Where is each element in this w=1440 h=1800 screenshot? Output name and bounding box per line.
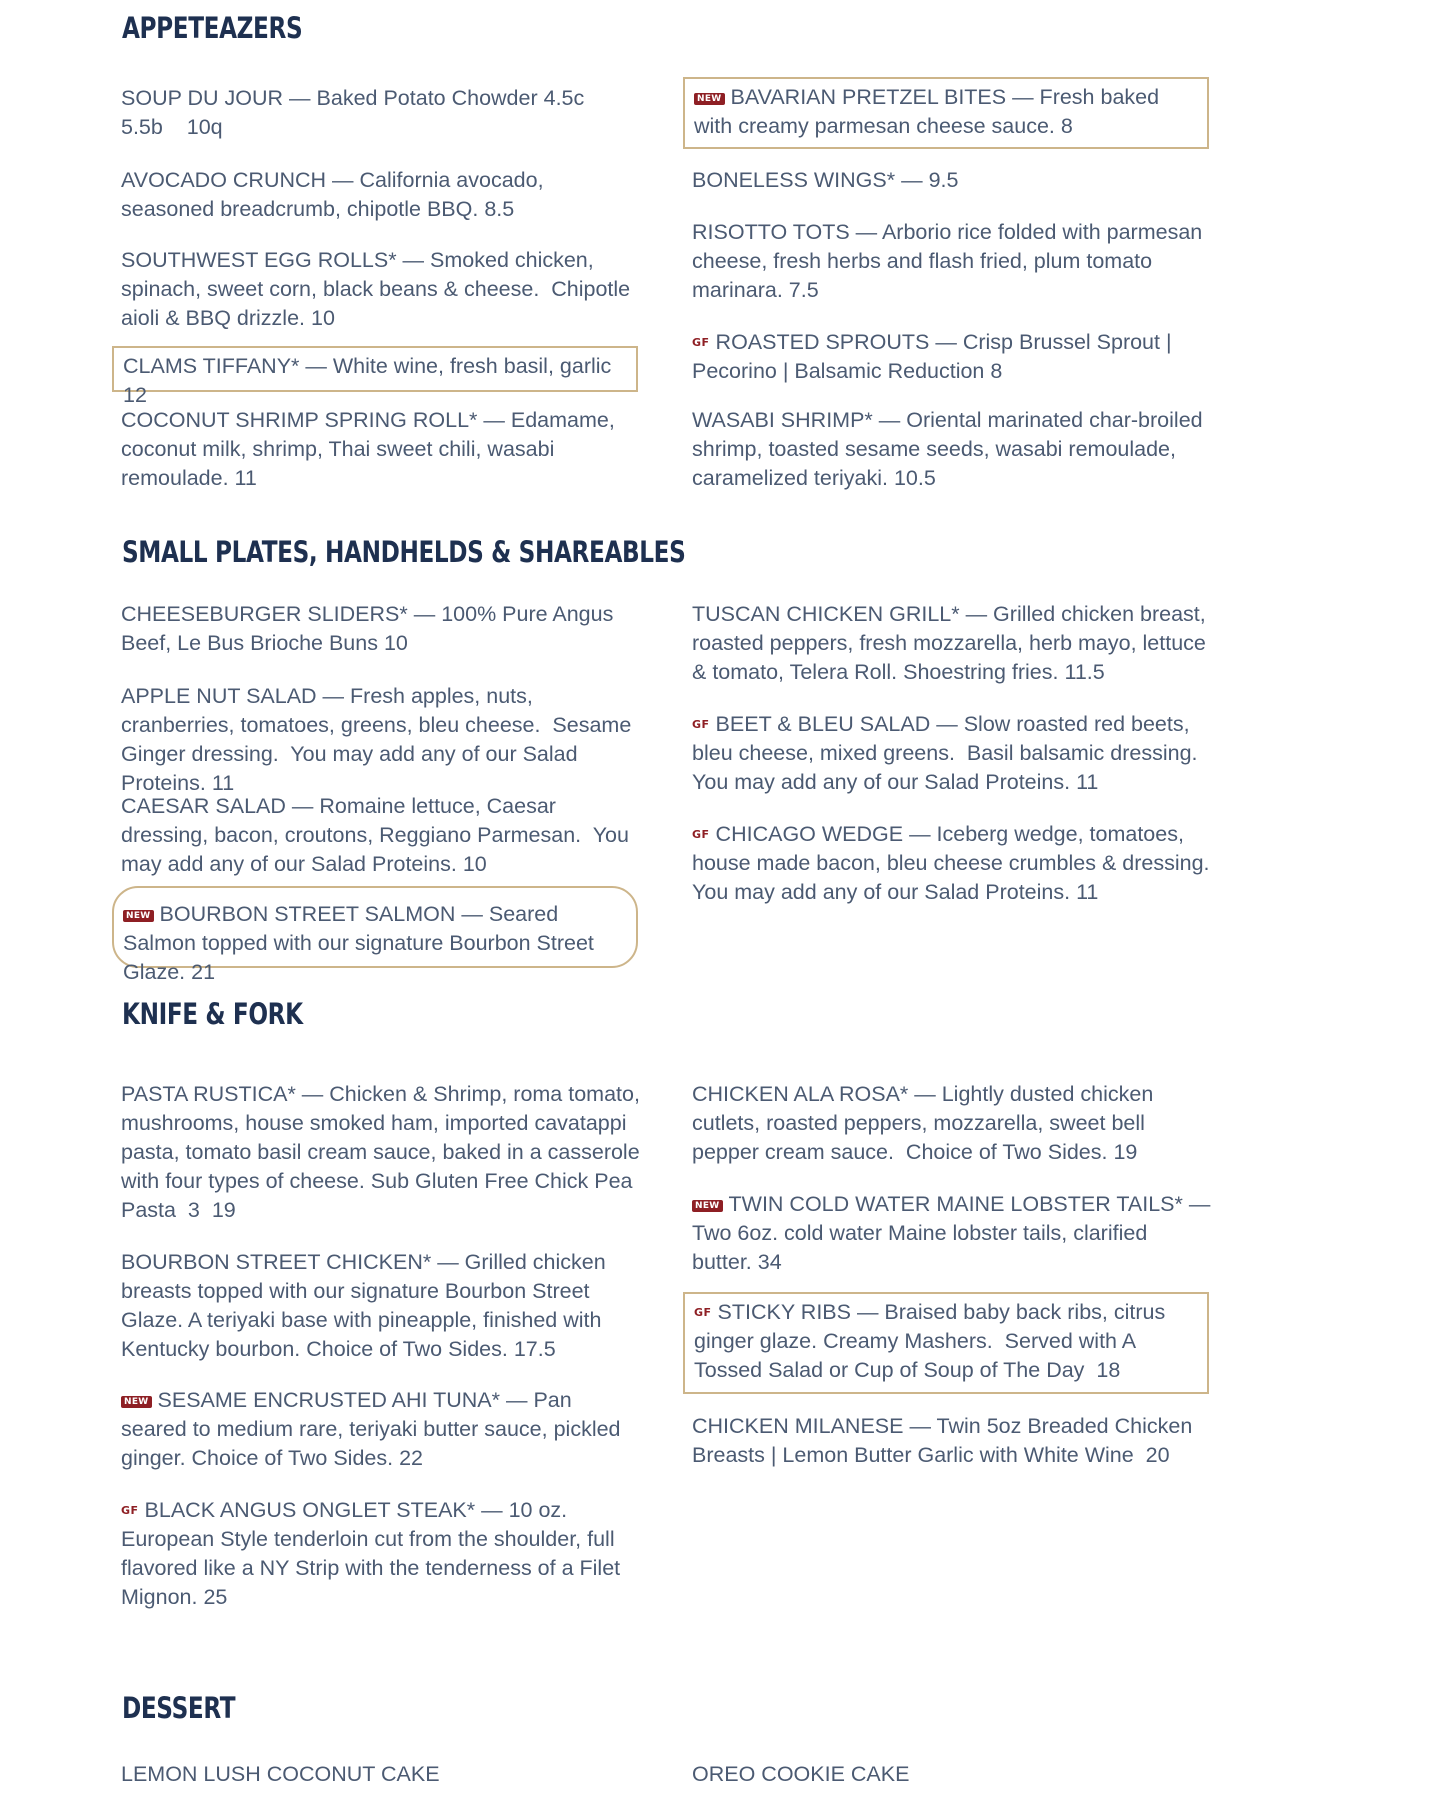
item-name: CLAMS TIFFANY* bbox=[123, 354, 300, 378]
item-description: — Chicken & Shrimp, roma tomato, mushrooms, house smoked ham, imported cavatappi pasta, tomato basil cream sauce, baked in a casserole with four types of cheese. Sub Gluten Free Chick Pea Pasta 3 bbox=[121, 1082, 646, 1222]
new-badge: NEW bbox=[694, 93, 725, 105]
item-name: SOUTHWEST EGG ROLLS* bbox=[121, 248, 397, 272]
item-description: — bbox=[895, 168, 929, 192]
item-price: 12 bbox=[123, 383, 147, 407]
menu-item-apple-nut-salad bbox=[121, 682, 641, 798]
item-name: TUSCAN CHICKEN GRILL* bbox=[692, 602, 960, 626]
item-description: — Arborio rice folded with parmesan cheese, fresh herbs and flash fried, plum tomato marinara. bbox=[692, 220, 1209, 302]
item-description: — 100% Pure Angus Beef, Le Bus Brioche Buns bbox=[121, 602, 620, 655]
item-price: 10 bbox=[383, 631, 408, 655]
item-name: ROASTED SPROUTS bbox=[715, 330, 930, 354]
item-name: BAVARIAN PRETZEL BITES bbox=[730, 85, 1007, 109]
item-name: BOURBON STREET SALMON bbox=[159, 902, 456, 926]
item-description: — California avocado, seasoned breadcrumb, chipotle BBQ. bbox=[121, 168, 550, 221]
item-description: — Crisp Brussel Sprout | Pecorino | Balsamic Reduction bbox=[692, 330, 1178, 383]
item-price: 10 bbox=[462, 852, 487, 876]
item-description: — Grilled chicken breasts topped with our signature Bourbon Street Glaze. A teriyaki base with pineapple, finished with Kentucky bourbon. Choice of Two Sides. bbox=[121, 1250, 612, 1361]
item-price: 25 bbox=[203, 1585, 228, 1609]
menu-item-bourbon-street-chicken bbox=[121, 1248, 641, 1364]
item-name: PASTA RUSTICA* bbox=[121, 1082, 296, 1106]
item-name: BONELESS WINGS* bbox=[692, 168, 896, 192]
item-name: BOURBON STREET CHICKEN* bbox=[121, 1250, 432, 1274]
item-description: — 10 oz. European Style tenderloin cut from the shoulder, full flavored like a NY Strip with the tenderness of a Filet Mignon. bbox=[121, 1498, 627, 1609]
menu-item-beet-bleu-salad bbox=[692, 710, 1212, 797]
item-name: CAESAR SALAD bbox=[121, 794, 286, 818]
item-price: 11.5 bbox=[1064, 660, 1105, 684]
item-price: 8 bbox=[990, 359, 1003, 383]
menu-item-sticky-ribs bbox=[683, 1292, 1209, 1394]
menu-item-black-angus-onglet-steak bbox=[121, 1496, 641, 1612]
menu-item-boneless-wings bbox=[692, 166, 1212, 195]
item-name: WASABI SHRIMP* bbox=[692, 408, 873, 432]
item-price: 4.5c 5.5b 10q bbox=[121, 86, 585, 139]
item-price: 9.5 bbox=[928, 168, 959, 192]
item-description: — Edamame, coconut milk, shrimp, Thai sweet chili, wasabi remoulade. bbox=[121, 408, 621, 490]
section-heading-knife-and-fork: KNIFE & FORK bbox=[122, 997, 303, 1031]
item-price: 34 bbox=[757, 1250, 782, 1274]
item-price: 11 bbox=[1076, 880, 1099, 904]
item-description: — Oriental marinated char-broiled shrimp, toasted sesame seeds, wasabi remoulade, caramelized teriyaki. bbox=[692, 408, 1209, 490]
item-price: 8.5 bbox=[484, 197, 515, 221]
menu-item-soup-du-jour bbox=[121, 84, 641, 142]
menu-item-caesar-salad bbox=[121, 792, 641, 879]
menu-item-avocado-crunch bbox=[121, 166, 641, 224]
item-name: CHEESEBURGER SLIDERS* bbox=[121, 602, 408, 626]
new-badge: NEW bbox=[123, 910, 154, 922]
item-name: BLACK ANGUS ONGLET STEAK* bbox=[144, 1498, 476, 1522]
item-description: — Twin 5oz Breaded Chicken Breasts | Lemon Butter Garlic with White Wine bbox=[692, 1414, 1199, 1467]
item-price: 7.5 bbox=[788, 278, 819, 302]
item-description: — Grilled chicken breast, roasted peppers, fresh mozzarella, herb mayo, lettuce & tomato, Telera Roll. Shoestring fries. bbox=[692, 602, 1212, 684]
item-price: 11 bbox=[211, 771, 235, 795]
item-name: OREO COOKIE CAKE bbox=[692, 1762, 910, 1786]
item-name: LEMON LUSH COCONUT CAKE bbox=[121, 1762, 440, 1786]
item-price: 21 bbox=[191, 960, 216, 984]
item-description: — Romaine lettuce, Caesar dressing, bacon, croutons, Reggiano Parmesan. You may add any of our Salad Proteins. bbox=[121, 794, 635, 876]
item-price: 20 bbox=[1145, 1443, 1170, 1467]
item-price: 10.5 bbox=[893, 466, 936, 490]
item-price: 8 bbox=[1060, 114, 1073, 138]
item-description: — Slow roasted red beets, bleu cheese, mixed greens. Basil balsamic dressing. You may add any of our Salad Proteins. bbox=[692, 712, 1210, 794]
item-description: — Two 6oz. cold water Maine lobster tails, clarified butter. bbox=[692, 1192, 1216, 1274]
item-name: RISOTTO TOTS bbox=[692, 220, 850, 244]
new-badge: NEW bbox=[692, 1200, 723, 1212]
menu-item-chicago-wedge bbox=[692, 820, 1222, 907]
item-price: 19 bbox=[1113, 1140, 1138, 1164]
menu-item-cheeseburger-sliders bbox=[121, 600, 641, 658]
item-name: APPLE NUT SALAD bbox=[121, 684, 317, 708]
new-badge: NEW bbox=[121, 1396, 152, 1408]
item-description: — Iceberg wedge, tomatoes, house made bacon, bleu cheese crumbles & dressing. You may add any of our Salad Proteins. bbox=[692, 822, 1222, 904]
item-description: — Pan seared to medium rare, teriyaki butter sauce, pickled ginger. Choice of Two Sides. bbox=[121, 1388, 627, 1470]
item-price: 18 bbox=[1096, 1358, 1121, 1382]
item-description: — Smoked chicken, spinach, sweet corn, black beans & cheese. Chipotle aioli & BBQ drizzle. bbox=[121, 248, 637, 330]
item-description: — Baked Potato Chowder bbox=[283, 86, 544, 110]
item-name: CHICKEN MILANESE bbox=[692, 1414, 904, 1438]
menu-item-oreo-cookie-cake bbox=[692, 1760, 1212, 1789]
item-price: 10 bbox=[310, 306, 335, 330]
item-name: SOUP DU JOUR bbox=[121, 86, 284, 110]
menu-item-coconut-shrimp-spring-roll bbox=[121, 406, 641, 493]
item-description: — Fresh baked with creamy parmesan cheese sauce. bbox=[694, 85, 1166, 138]
section-heading-appeteazers: APPETEAZERS bbox=[122, 11, 303, 45]
section-heading-small-plates: SMALL PLATES, HANDHELDS & SHAREABLES bbox=[122, 535, 686, 569]
item-price: 22 bbox=[399, 1446, 423, 1470]
item-description: — Seared Salmon topped with our signature Bourbon Street Glaze. bbox=[123, 902, 600, 984]
menu-item-clams-tiffany bbox=[112, 346, 638, 407]
item-name: AVOCADO CRUNCH bbox=[121, 168, 327, 192]
gluten-free-badge: GF bbox=[692, 718, 710, 731]
menu-item-bavarian-pretzel-bites bbox=[683, 77, 1209, 149]
menu-item-sesame-encrusted-ahi-tuna bbox=[121, 1386, 641, 1473]
item-price: 11 bbox=[1076, 770, 1099, 794]
section-heading-dessert: DESSERT bbox=[122, 1691, 236, 1725]
item-description: — Fresh apples, nuts, cranberries, tomatoes, greens, bleu cheese. Sesame Ginger dressing. You may add any of our Salad Proteins. bbox=[121, 684, 638, 795]
menu-item-southwest-egg-rolls bbox=[121, 246, 641, 333]
item-description: — Lightly dusted chicken cutlets, roasted peppers, mozzarella, sweet bell pepper cream sauce. Choice of Two Sides. bbox=[692, 1082, 1160, 1164]
menu-item-bourbon-street-salmon bbox=[112, 886, 638, 984]
menu-item-risotto-tots bbox=[692, 218, 1212, 305]
menu-item-tuscan-chicken-grill bbox=[692, 600, 1212, 687]
item-name: BEET & BLEU SALAD bbox=[715, 712, 931, 736]
gluten-free-badge: GF bbox=[121, 1504, 139, 1517]
item-price: 19 bbox=[211, 1198, 236, 1222]
menu-item-pasta-rustica bbox=[121, 1080, 646, 1225]
item-name: STICKY RIBS bbox=[717, 1300, 851, 1324]
item-name: CHICAGO WEDGE bbox=[715, 822, 904, 846]
item-name: COCONUT SHRIMP SPRING ROLL* bbox=[121, 408, 478, 432]
item-name: TWIN COLD WATER MAINE LOBSTER TAILS* bbox=[728, 1192, 1183, 1216]
gluten-free-badge: GF bbox=[692, 828, 710, 841]
menu-item-twin-lobster-tails bbox=[692, 1190, 1216, 1277]
item-description: — White wine, fresh basil, garlic bbox=[299, 354, 618, 378]
menu-item-roasted-sprouts bbox=[692, 328, 1212, 386]
item-price: 17.5 bbox=[513, 1337, 556, 1361]
menu-item-chicken-ala-rosa bbox=[692, 1080, 1212, 1167]
item-price: 11 bbox=[234, 466, 257, 490]
menu-item-wasabi-shrimp bbox=[692, 406, 1212, 493]
gluten-free-badge: GF bbox=[694, 1306, 712, 1319]
gluten-free-badge: GF bbox=[692, 336, 710, 349]
item-name: SESAME ENCRUSTED AHI TUNA* bbox=[157, 1388, 500, 1412]
menu-item-lemon-lush-coconut-cake bbox=[121, 1760, 641, 1789]
item-name: CHICKEN ALA ROSA* bbox=[692, 1082, 909, 1106]
menu-item-chicken-milanese bbox=[692, 1412, 1212, 1470]
item-description: — Braised baby back ribs, citrus ginger glaze. Creamy Mashers. Served with A Tossed Salad or Cup of Soup of The Day bbox=[694, 1300, 1172, 1382]
